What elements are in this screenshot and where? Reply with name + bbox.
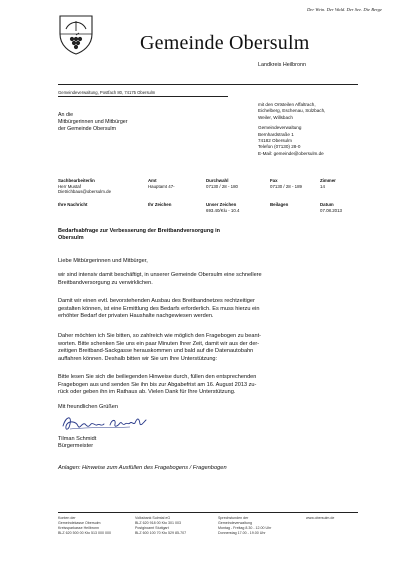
website-link[interactable]: www.obersulm.de	[306, 516, 335, 520]
recipient-line: Mitbürgerinnen und Mitbürger	[58, 119, 128, 125]
footer-column-web	[306, 516, 334, 521]
districts-line: mit den Ortsteilen Affaltrach,	[258, 102, 316, 107]
footer-line: BLZ 620 500 00 Kto 513 000 000	[58, 531, 111, 535]
municipality-address-block	[258, 102, 325, 157]
office-label: Amt	[148, 178, 157, 183]
paragraph-3	[58, 333, 358, 363]
our-ref-cell	[206, 202, 239, 213]
your-message-cell	[58, 202, 88, 208]
tagline: Der Wein. Der Wald. Der See. Die Berge	[306, 7, 382, 12]
footer-line: BLZ 620 918 00 Kto 301 003	[135, 521, 181, 525]
sender-return-line: Gemeindeverwaltung, Postfach 80, 74175 Obersulm	[58, 90, 156, 95]
enclosures-label: Beilagen	[270, 202, 289, 207]
sender-underline	[58, 96, 228, 97]
footer-line: Gemeindeverwaltung	[218, 521, 252, 525]
recipient-line: der Gemeinde Obersulm	[58, 126, 116, 132]
footer-line: Gemeindekasse Obersulm	[58, 521, 101, 525]
paragraph-line: auffahren können. Deshalb bitten wir Sie um Ihre Unterstützung:	[58, 355, 218, 362]
district-subtitle: Landkreis Heilbronn	[258, 62, 306, 68]
phone: Telefon (07130) 28-0	[258, 144, 301, 150]
footer-column-hours	[218, 516, 271, 536]
org-name: Gemeindeverwaltung	[258, 125, 302, 131]
paragraph-4	[58, 374, 358, 397]
fax-cell	[270, 178, 302, 189]
direct-line-label: Durchwahl	[206, 178, 229, 183]
clerk-value: Herr Mustaf	[58, 183, 81, 189]
paragraph-line: worten. Bitte schenken Sie uns ein paar Minuten Ihrer Zeit, damit wir aus der der-	[58, 340, 260, 347]
salutation: Liebe Mitbürgerinnen und Mitbürger,	[58, 258, 148, 264]
paragraph-line: Damit wir einen evtl. bevorstehenden Ausbau des Breitbandnetzes rechtzeitiger	[58, 298, 255, 304]
municipal-coat-of-arms-icon	[58, 14, 94, 56]
paragraph-line: Bitte lesen Sie sich die beiliegenden Hinweise durch, füllen den entsprechenden	[58, 374, 257, 380]
footer-line: Postgiroamt Stuttgart	[135, 526, 169, 530]
handwritten-signature	[60, 412, 150, 434]
your-ref-cell	[148, 202, 171, 208]
footer-line: Donnerstag 17.00 - 19.00 Uhr	[218, 531, 266, 535]
districts-line: Eichelberg, Eschenau, Sülzbach,	[258, 108, 326, 114]
fax-label: Fax	[270, 178, 278, 183]
direct-line-value: 07130 / 28 - 180	[206, 183, 238, 189]
districts-line: Weiler, Willsbach	[258, 114, 293, 120]
signatory-role: Bürgermeister	[58, 443, 94, 450]
clerk-email[interactable]: Dietrichbaus@obersulm.de	[58, 189, 112, 195]
paragraph-2	[58, 298, 358, 321]
clerk-label: Sachbearbeiter/in	[58, 178, 95, 183]
footer-line: Volksbank Sulmtal eG	[135, 516, 171, 520]
footer-divider	[58, 512, 358, 513]
footer-column-bank-1	[58, 516, 111, 536]
paragraph-line: Fragebogen aus und senden Sie ihn bis zur Abgabefrist am 16. August 2013 zu-	[58, 381, 257, 388]
subject-line: Bedarfsabfrage zur Verbesserung der Breitbandversorgung in	[58, 228, 220, 234]
attachments-note: Anlagen: Hinweise zum Ausfüllen des Fragebogens / Fragenbogen	[58, 465, 227, 471]
paragraph-line: rück oder geben ihn im Rathaus ab. Vielen Dank für Ihre Unterstützung.	[58, 389, 236, 395]
municipality-title: Gemeinde Obersulm	[140, 32, 310, 54]
office-cell	[148, 178, 175, 189]
direct-line-cell	[206, 178, 238, 189]
paragraph-line: gestalten können, ist eine Ermittlung des Bedarfs erforderlich. Es muss hierzu ein	[58, 305, 260, 312]
city: 74182 Obersulm	[258, 138, 292, 144]
date-label: Datum	[320, 202, 334, 207]
our-ref-label: Unser Zeichen	[206, 202, 237, 207]
room-value: 14	[320, 183, 325, 189]
fax-value: 07130 / 28 - 189	[270, 183, 302, 189]
date-value: 07.08.2013	[320, 207, 342, 213]
enclosures-cell	[270, 202, 288, 208]
office-value: Hauptamt 47-	[148, 183, 175, 189]
our-ref-value: 693.40/Klu - 10.4	[206, 207, 240, 213]
your-message-label: Ihre Nachricht	[58, 202, 88, 207]
letter-subject	[58, 228, 358, 242]
signatory-name: Tilman Schmidt	[58, 436, 97, 442]
room-cell	[320, 178, 336, 189]
footer-line: Sprechstunden der	[218, 516, 249, 520]
footer-line: BLZ 600 100 70 Kto 529 85-707	[135, 531, 187, 535]
paragraph-line: Breitbandversorgung zu verwirklichen.	[58, 279, 153, 286]
your-ref-label: Ihr Zeichen	[148, 202, 172, 207]
closing: Mit freundlichen Grüßen	[58, 404, 119, 410]
paragraph-1	[58, 272, 358, 287]
subject-line: Obersulm	[58, 235, 84, 241]
footer-line: Kreissparkasse Heilbronn	[58, 526, 99, 530]
footer-column-bank-2	[135, 516, 186, 536]
paragraph-line: zeitigen Breitband-Sackgasse herauskommen und bald auf die Datenautobahn	[58, 348, 254, 354]
header-divider	[58, 84, 358, 85]
paragraph-line: erhöhter Bedarf der privaten Haushalte nachgewiesen werden.	[58, 313, 214, 319]
footer-line: Konten der	[58, 516, 76, 520]
date-cell	[320, 202, 342, 213]
paragraph-line: wir sind intensiv damit beschäftigt, in unserer Gemeinde Obersulm eine schnellere	[58, 272, 262, 278]
clerk-cell	[58, 178, 111, 195]
paragraph-line: Daher möchten ich Sie bitten, so zahlreich wie möglich den Fragebogen zu beant-	[58, 333, 262, 339]
signatory-block	[58, 436, 96, 450]
street: Bernhardstraße 1	[258, 131, 294, 137]
footer-line: Montag - Freitag 8.30 - 12.00 Uhr	[218, 526, 272, 530]
recipient-block	[58, 112, 128, 133]
email-link[interactable]: E-Mail: gemeinde@obersulm.de	[258, 150, 324, 156]
recipient-line: An die	[58, 112, 74, 118]
room-label: Zimmer	[320, 178, 336, 183]
